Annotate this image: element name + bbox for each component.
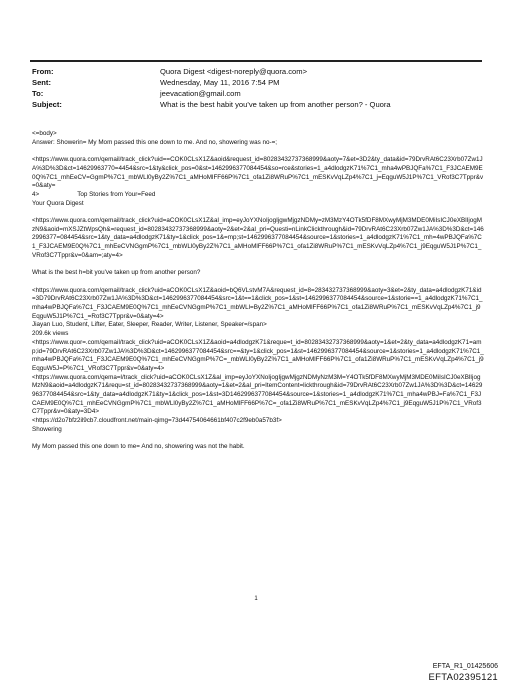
answer-heading: Showering	[32, 425, 62, 433]
answer-text: My Mom passed this one down to me= And no, showering was not the habit.	[32, 443, 245, 451]
author-credentials: Jiayan Luo, Student, Lifter, Eater, Sleeper, Reader, Writer, Listener, Speaker=/span>	[32, 321, 267, 329]
content-link[interactable]: <https://www.quora.com/qema=l/track_click?uid=aCOK0CLsX1Z&al_imp=eyJoYXNoIjogIjgwMjgzNDMyNzM3M=Y4OTk5fDF8MXwyMjM3MDE0MiIsICJ0eXBlIjogMzN9&aoid=a4dlodgzK71&requ=st_id=80283432737368999&aoty=1&et=2&al_pri=ItemContent=lickthrough&id=79DrvRAt6C23Xrb07Zw1JA%3D%3D&ct=1462996377084454&src=1&ty_data=a4dlodgzK71&ty=1&click_pos=1&st=3D1462996377084454&source=1&stories=1_a4dlodgzK71%7C1_mha4wPBJ=Fa%7C1_F3JCAEM9E0Q%7C1_mhEeCVNGgmP%7C1_mbWLl0yBy2Z%7C1_aMHoMlFF66P%7C=_ofa1Zi8WRuP%7C1_mESKvVqLZp4%7C1_j9EqguW5J1P%7C1_VRof3C7Tppr&v=0&aty=3D4>	[32, 373, 483, 416]
link-tail: 4>	[32, 190, 40, 198]
to-row	[32, 88, 482, 99]
from-row	[32, 66, 482, 77]
top-stories-line	[32, 191, 484, 200]
page-number: 1	[254, 596, 258, 602]
subject-value: What is the best habit you've taken up from another person? - Quora	[160, 100, 391, 109]
digest-title: Your Quora Digest	[32, 199, 84, 207]
to-value: jeevacation@gmail.com	[160, 89, 241, 98]
body-tag: <=body>	[32, 130, 57, 137]
author-link[interactable]: <https://www.quor=.com/qemail/track_click?uid=aCOK0CLsX1Z&aoid=a4dlodgzK71&reque=t_id=80283432737368999&aoty=1&et=2&ty_data=a4dlodgzK71=amp;id=79DrvRAt6C23Xrb07Zw1JA%3D%3D&ct=1462996377084454&src==&ty=1&click_pos=1&st=1462996377084454&source=1&stories=1_a4dlodgzK71%7C1_mha4wPBJQFa%7C1_F3JCAEM9E0Q%7C1_mhEeCVNGgmP%7C=_mbWLl0yBy2Z%7C1_aMHoMlFF66P%7C1_ofa1Zi8WRuP%7C1_mESKvVqLZp4%7C1_j9EqguW5J=P%7C1_VRof3C7Tppr&v=0&aty=4>	[32, 338, 484, 372]
header-top-rule	[30, 60, 482, 62]
to-label: To:	[32, 89, 44, 98]
top-stories-heading: Top Stories from Your=Feed	[77, 190, 156, 198]
question-tracking-link[interactable]: <https://www.quora.com/qemail/track_click?uid=aCOK0CLsX1Z&aoid=bQ6VLstvM7A&request_id=8=283432737368999&aoty=3&et=2&ty_data=a4dlodgzK71&id=3D79DrvRAt6C23Xrb07Zw1JA%3D%3D&ct=1462996377084454&src=1&t==1&click_pos=1&st=1462996377084454&source=1&storie==1_a4dlodgzK71%7C1_mha4wPBJQFa%7C1_F3JCAEM9E0Q%7C1_mhEeCVNGgmP%7C1_mbWLl=By2Z%7C1_aMHoMlFF66P%7C1_ofa1Zi8WRuP%7C1_mESKvVqLZp4%7C1_j9EqguW5J1P%7C1_=Rof3C7Tppr&v=0&aty=4>	[32, 286, 483, 320]
efta-small-id: EFTA_R1_01425606	[432, 663, 498, 670]
sent-label: Sent:	[32, 78, 51, 87]
efta-large-id: EFTA02395121	[428, 672, 498, 683]
image-link[interactable]: <https://d2o7bfz2il9cb7.cloudfront.net/main-qimg=73d44754064661bf407c2f9eb0a57b3f>	[32, 417, 282, 425]
email-header	[32, 66, 482, 110]
from-label: From:	[32, 67, 54, 76]
view-count: 209.6k views	[32, 330, 69, 338]
email-body	[32, 130, 484, 452]
subject-row	[32, 99, 482, 110]
from-value: Quora Digest <digest-noreply@quora.com>	[160, 67, 308, 76]
question-link[interactable]: <https://www.quora.com/qemail/track_click?uid=aCOK0CLsX1Z&al_imp=eyJoYXNoIjogIjgwMjgzNDMy=zM3MzY4OTk5fDF8MXwyMjM3MDE0MiIsICJ0eXBlIjogMzN9&aoid=mXSJZtWpsQh&=request_id=80283432737368999&aoty=2&et=2&al_pri=Questi=nLinkClickthrough&id=79DrvRAt6C23Xrb07Zw1JA%3D%3D&ct=1462996377=084454&src=1&ty_data=a4dlodgzK71&ty=1&click_pos=1&=mp;st=1462996377084454&source=1&stories=1_a4dlodgzK71%7C1_mh=4wPBJQFa%7C1_F3JCAEM9E0Q%7C1_mhEeCVNGgmP%7C1_mbWLl0yBy2Z%7C1_aMHoMlFF66P%7C1_ofa1Zi8WRuP%7C1_mESKvVqLZp4%7C1_j9EqguW5J1P%7C1_VRof3C7Tppr&v=0&am=;aty=4>	[32, 217, 484, 259]
subject-label: Subject:	[32, 100, 62, 109]
tracking-link[interactable]: <https://www.quora.com/qemail/track_click?uid==COK0CLsX1Z&aoid&request_id=80283432737368999&aoty=7&et=3D2&ty_data&id=79DrvRAt6C23Xrb07Zw1JA%3D%3D&ct=14629963770=4454&src=1&ty&click_pos=0&st=1462996377084454&so=rce&stories=1_a4dlodgzK71%7C1_mha4wPBJQFa%7C1_F3JCAEM9E0Q%7C1_mhEeCV=GgmP%7C1_mbWLl0yBy2Z%7C1_aMHoMlFF66P%7C1_ofa1Zi8WRuP%7C1_mESKvVqLZp4%7C1_j=EqguW5J1P%7C1_VRof3C7Tppr&v=0&aty=	[32, 156, 484, 190]
sent-value: Wednesday, May 11, 2016 7:54 PM	[160, 78, 280, 87]
answer-snippet: Answer: Showerin= My Mom passed this one down to me. And no, showering was no-=;	[32, 138, 278, 146]
question-title: What is the best h=bit you've taken up from another person?	[32, 269, 201, 277]
sent-row	[32, 77, 482, 88]
